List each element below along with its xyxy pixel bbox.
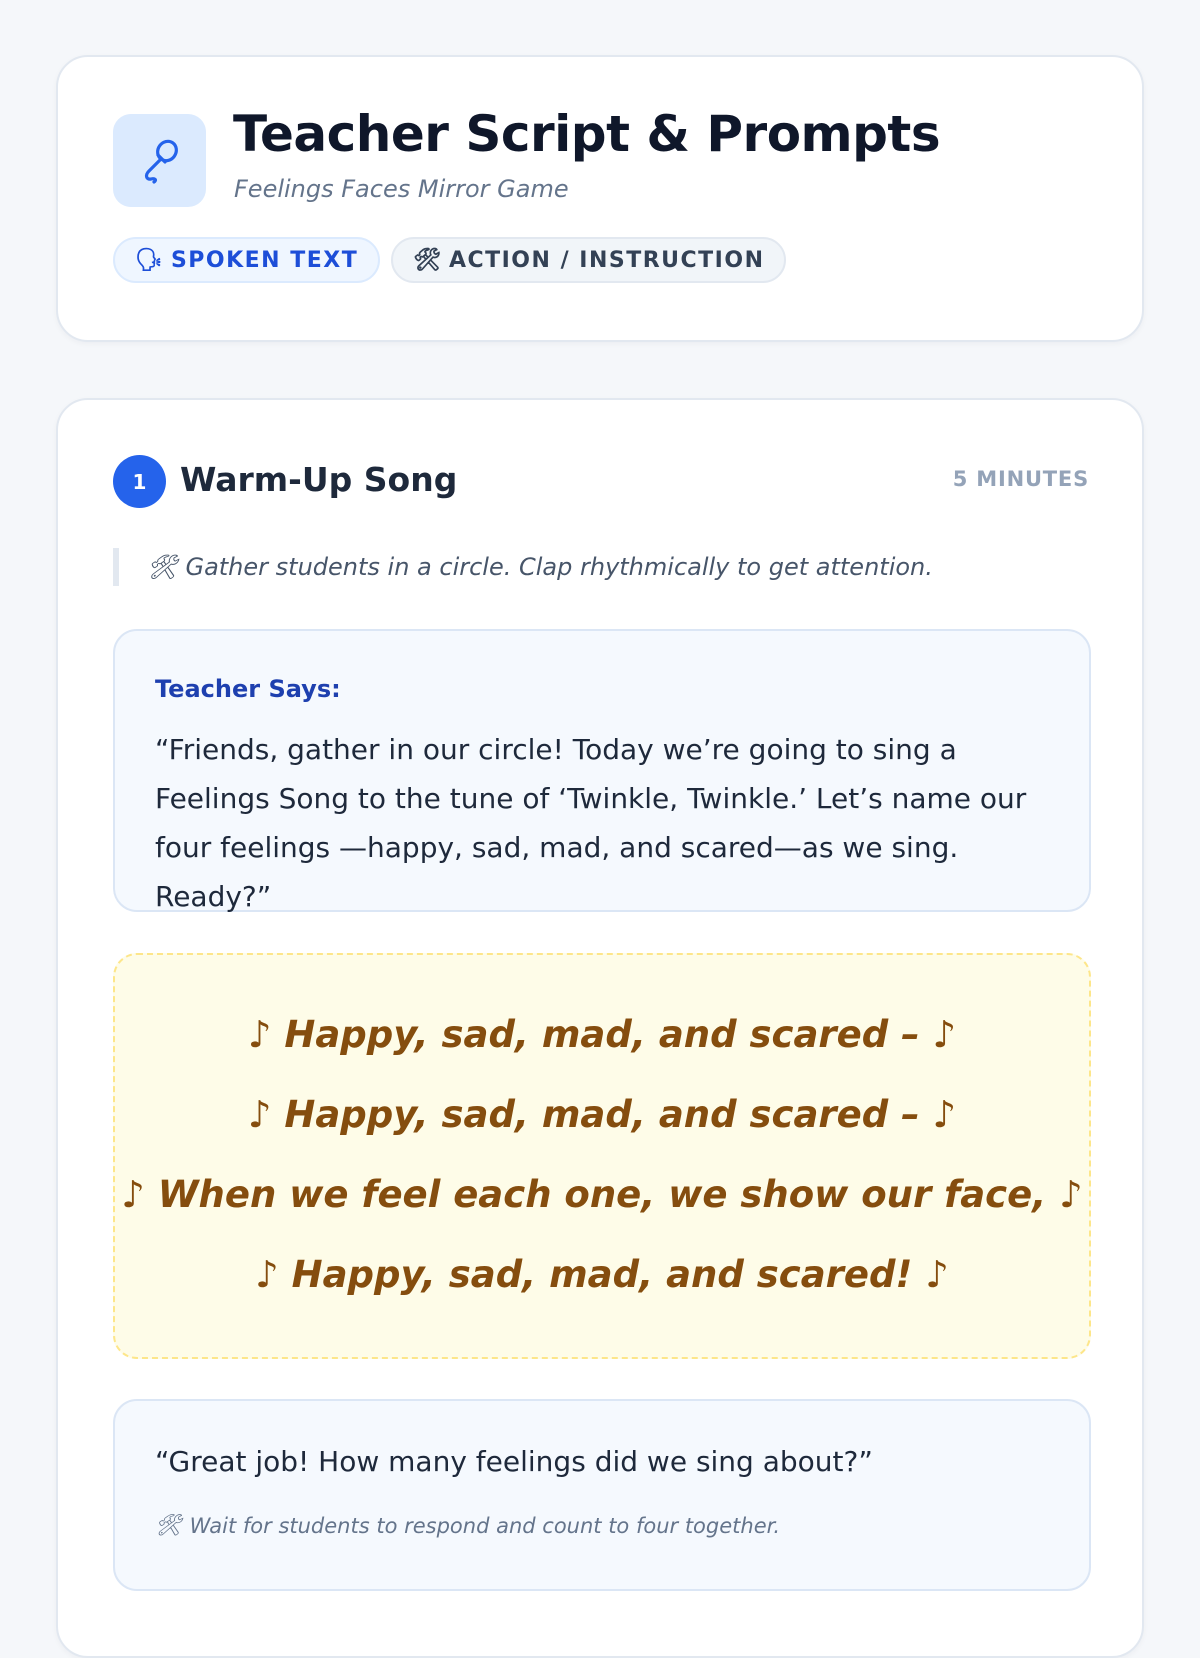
song-line: ♪ Happy, sad, mad, and scared! ♪ — [255, 1253, 949, 1296]
action-instruction-text: Gather students in a circle. Clap rhythmically to get attention. — [185, 553, 933, 581]
page-subtitle: Feelings Faces Mirror Game — [234, 175, 569, 203]
tools-icon: 🛠 — [147, 553, 178, 581]
legend-action-instruction — [391, 237, 786, 283]
followup-action-note — [155, 1513, 780, 1538]
song-line: ♪ Happy, sad, mad, and scared – ♪ — [247, 1093, 957, 1136]
song-lyrics-box — [113, 953, 1091, 1359]
teacher-says-text: “Friends, gather in our circle! Today we’re going to sing a Feelings Song to the tune of ‘Twinkle, Twinkle.’ Let’s name our four feelings —happy, sad, mad, and scared—as we sing. Ready?” — [155, 733, 1027, 913]
microphone-icon — [113, 114, 206, 207]
legend-action-label: ACTION / INSTRUCTION — [448, 247, 765, 273]
section-duration: 5 MINUTES — [952, 467, 1089, 491]
legend-spoken-label: SPOKEN TEXT — [170, 247, 359, 273]
page-title: Teacher Script & Prompts — [233, 105, 941, 163]
action-instruction — [113, 548, 933, 586]
teacher-says-box — [113, 629, 1091, 912]
followup-spoken-text: “Great job! How many feelings did we sing about?” — [155, 1445, 873, 1478]
song-line: ♪ When we feel each one, we show our face, ♪ — [121, 1173, 1083, 1216]
followup-box — [113, 1399, 1091, 1591]
song-line: ♪ Happy, sad, mad, and scared – ♪ — [247, 1013, 957, 1056]
section-number-badge: 1 — [113, 455, 166, 508]
tools-icon: 🛠 — [413, 247, 441, 273]
speaking-head-icon: 🗣 — [135, 247, 163, 273]
header-card — [56, 55, 1144, 342]
legend-spoken-text — [113, 237, 380, 283]
section-card-warm-up — [56, 398, 1144, 1658]
followup-action-text: Wait for students to respond and count to four together. — [189, 1513, 780, 1538]
teacher-says-label: Teacher Says: — [155, 675, 341, 703]
tools-icon: 🛠 — [155, 1513, 182, 1537]
section-title: Warm-Up Song — [180, 460, 458, 499]
